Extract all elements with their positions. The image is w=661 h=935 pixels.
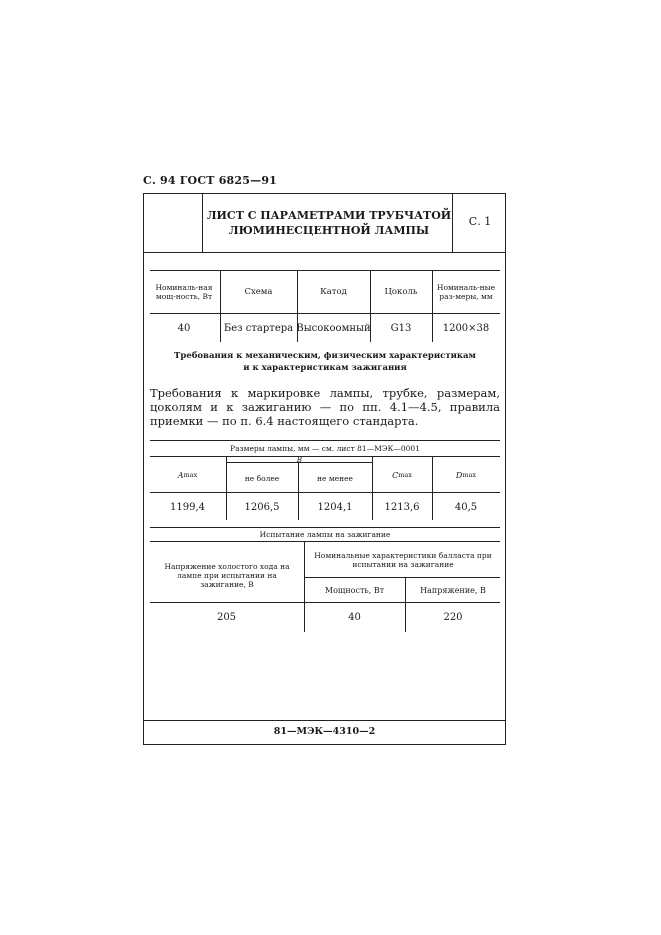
col-header-a-sub: max <box>183 471 198 479</box>
value-c: 1213,6 <box>384 501 420 513</box>
col-header-power: Номиналь-ная мощ-ность, Вт <box>155 283 213 301</box>
sheet-number: С. 1 <box>468 215 492 228</box>
requirements-heading-line1: Требования к механическим, физическим характеристикам <box>174 351 476 361</box>
title-block <box>143 193 506 253</box>
col-header-d <box>433 458 499 492</box>
dims-caption: Размеры лампы, мм — см. лист 81—МЭК—0001 <box>230 444 420 453</box>
value-b-max: 1206,5 <box>244 501 280 513</box>
requirements-heading <box>160 350 490 374</box>
sheet-title-line2: ЛЮМИНЕСЦЕНТНОЙ ЛАМПЫ <box>228 224 430 237</box>
col-header-ballast-power: Мощность, Вт <box>324 585 385 595</box>
col-header-c-sub: max <box>398 471 412 479</box>
value-scheme: Без стартера <box>223 322 294 334</box>
sheet-title <box>204 208 454 238</box>
col-header-a <box>150 458 225 492</box>
value-cathode: Высокоомный <box>296 322 371 334</box>
col-header-b-max: не более <box>244 473 280 483</box>
col-header-dimensions: Номиналь-ные раз-меры, мм <box>436 283 496 301</box>
value-ballast-voltage: 220 <box>443 611 463 623</box>
value-d: 40,5 <box>454 501 478 513</box>
value-open-circuit-voltage: 205 <box>216 611 237 623</box>
col-header-d-sub: max <box>462 471 477 479</box>
col-header-scheme: Схема <box>244 286 273 297</box>
col-header-d-letter: D <box>455 470 463 480</box>
requirements-paragraph: Требования к маркировке лампы, трубке, размерам, цоколям и к зажиганию — по пп. 4.1—4.5, правила приемки — по п. 6.4 настоящего стандарта. <box>150 386 500 428</box>
col-header-ballast-voltage: Напряжение, В <box>420 585 486 595</box>
value-dimensions: 1200×38 <box>442 322 490 334</box>
value-ballast-power: 40 <box>348 611 361 623</box>
value-b-min: 1204,1 <box>317 501 353 513</box>
sheet-title-line1: ЛИСТ С ПАРАМЕТРАМИ ТРУБЧАТОЙ <box>206 209 452 222</box>
footer-divider <box>143 720 506 721</box>
sheet-code: 81—МЭК—4310—2 <box>273 726 376 737</box>
col-header-voltage: Напряжение холостого хода на лампе при испытании на зажигание, В <box>164 561 290 589</box>
col-header-b-min: не менее <box>317 473 353 483</box>
value-a: 1199,4 <box>170 501 205 513</box>
col-header-c-letter: C <box>392 470 399 480</box>
col-header-ballast: Номинальные характеристики балласта при испытании на зажигание <box>314 551 492 569</box>
col-header-base: Цоколь <box>384 286 418 297</box>
value-base: G13 <box>390 322 412 334</box>
col-header-a-letter: A <box>177 470 184 480</box>
title-divider-left <box>202 194 203 252</box>
value-power: 40 <box>177 322 191 334</box>
page-header: С. 94 ГОСТ 6825—91 <box>143 174 278 187</box>
col-header-cathode: Катод <box>320 286 347 297</box>
requirements-heading-line2: и к характеристикам зажигания <box>243 363 407 373</box>
ignition-caption: Испытание лампы на зажигание <box>259 530 391 539</box>
col-header-b: B <box>296 455 303 464</box>
col-header-c <box>373 458 431 492</box>
